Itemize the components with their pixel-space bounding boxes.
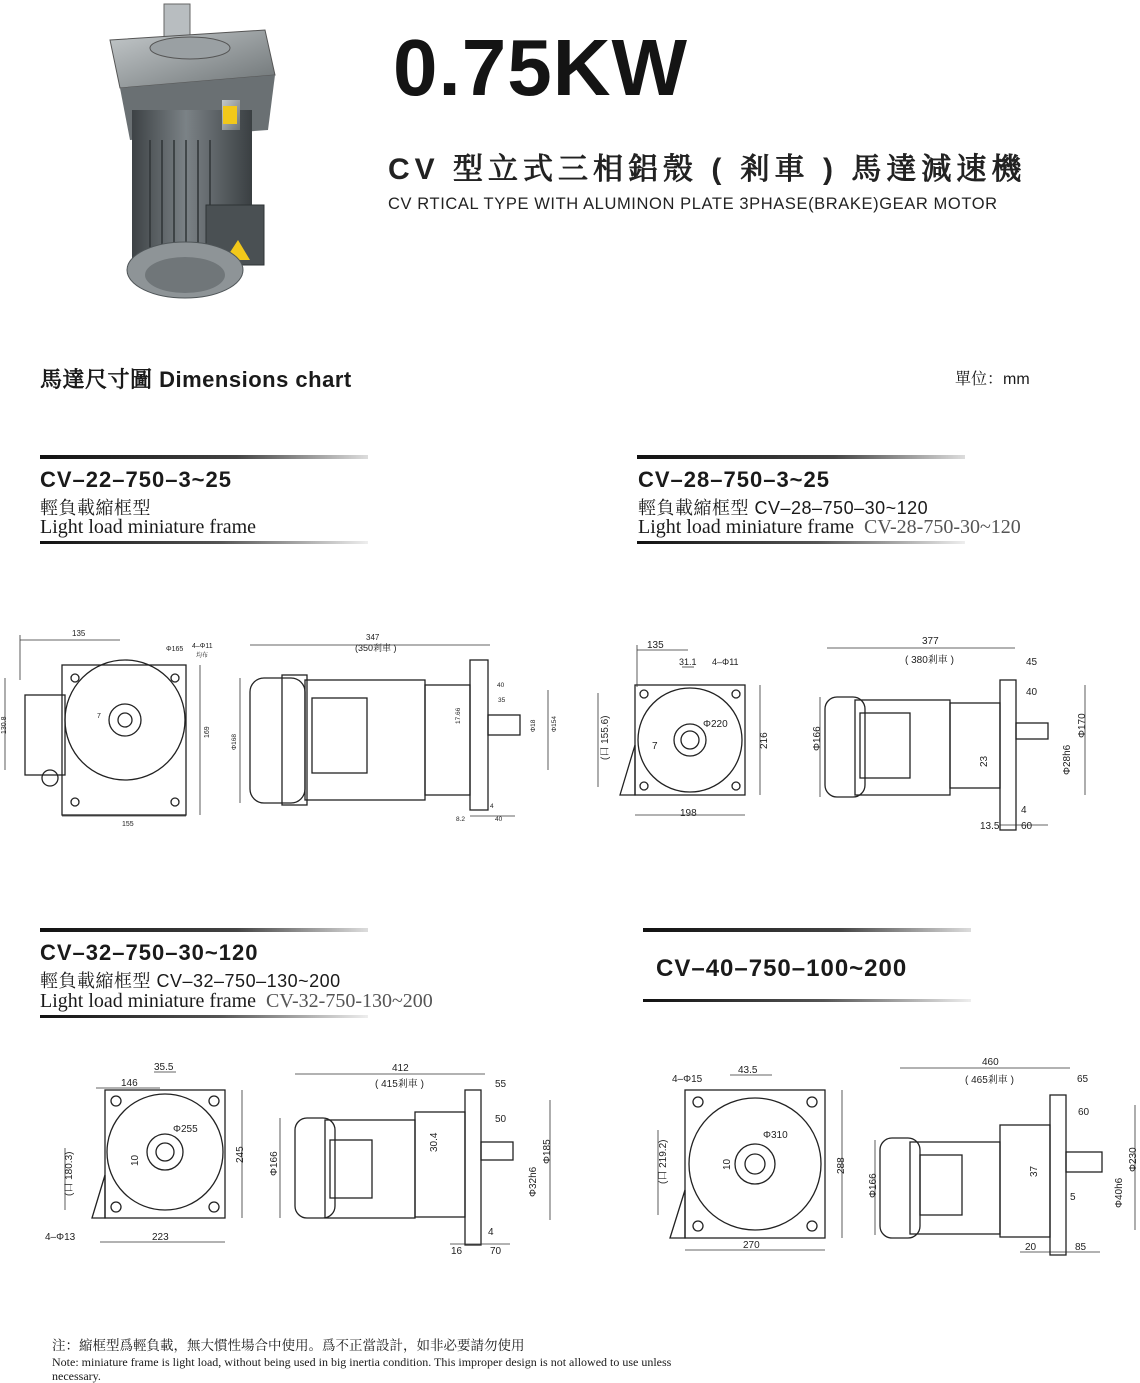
cv32-front-square: (口 180.3) xyxy=(64,1151,75,1196)
model-1-rule-top xyxy=(40,455,368,459)
cv28-front-height: 216 xyxy=(759,732,770,749)
cv32-front-height: 245 xyxy=(235,1146,246,1163)
cv32-side-a: 55 xyxy=(495,1079,507,1090)
model-3-zh: 輕負載縮框型 CV–32–750–130~200 xyxy=(40,971,341,991)
cv22-side-a: 40 xyxy=(497,682,505,689)
model-1-zh: 輕負載縮框型 xyxy=(40,498,151,518)
cv40-front-key: 10 xyxy=(722,1158,733,1170)
cv22-side-length: 347 xyxy=(366,633,380,642)
cv32-side-view xyxy=(280,1074,550,1245)
cv32-side-c: Φ166 xyxy=(269,1151,280,1176)
cv28-side-length-brake: ( 380剎車 ) xyxy=(905,655,954,666)
cv28-front-bolt: 4–Φ11 xyxy=(712,657,739,667)
cv32-side-g: 4 xyxy=(488,1227,494,1238)
cv28-front-bottom: 198 xyxy=(680,808,697,819)
cv28-front-bc: Φ220 xyxy=(703,719,728,730)
cv32-front-width: 146 xyxy=(121,1078,138,1089)
cv40-side-e: Φ230 xyxy=(1128,1147,1139,1172)
model-1-rule-bottom xyxy=(40,541,368,544)
model-2-en: Light load miniature frame CV-28-750-30~120 xyxy=(638,516,1021,538)
cv28-side-view xyxy=(820,648,1085,830)
cv28-front-offset: 31.1 xyxy=(679,657,697,667)
cv22-front-key: 7 xyxy=(97,713,101,720)
cv22-side-f: Φ168 xyxy=(231,733,238,750)
cv22-front-bolt-sub: 均布 xyxy=(196,653,209,659)
cv32-side-i: 70 xyxy=(490,1246,502,1257)
model-4-rule-bottom xyxy=(643,999,971,1002)
cv28-side-c: Φ166 xyxy=(812,726,823,751)
cv28-side-f: Φ28h6 xyxy=(1062,744,1073,775)
cv28-front-square: (口 155.6) xyxy=(600,715,611,760)
cv22-side-i: 40 xyxy=(495,816,503,823)
cv28-front-key: 7 xyxy=(652,741,658,752)
motor-photo xyxy=(90,0,280,310)
cv22-front-side: 130.8 xyxy=(1,716,8,734)
power-rating: 0.75KW xyxy=(393,23,688,112)
model-3-rule-bottom xyxy=(40,1015,368,1018)
model-3-rule-top xyxy=(40,928,368,932)
cv40-front-offset: 43.5 xyxy=(738,1065,758,1076)
cv28-side-a: 45 xyxy=(1026,657,1038,668)
cv40-front-bottom: 270 xyxy=(743,1240,760,1251)
cv32-front-bolt: 4–Φ13 xyxy=(45,1232,76,1243)
cv28-front-width: 135 xyxy=(647,640,664,651)
cv40-side-i: 85 xyxy=(1075,1242,1087,1253)
cv22-side-g: 4 xyxy=(490,803,494,810)
cv40-side-length: 460 xyxy=(982,1057,999,1068)
cv40-front-view xyxy=(658,1075,842,1250)
product-title-en: CV RTICAL TYPE WITH ALUMINON PLATE 3PHASE(BRAKE)GEAR MOTOR xyxy=(388,195,998,213)
model-2-code: CV–28–750–3~25 xyxy=(638,467,830,492)
cv40-front-square: (口 219.2) xyxy=(658,1139,669,1184)
cv28-side-length: 377 xyxy=(922,636,939,647)
cv28-side-e: Φ170 xyxy=(1077,713,1088,738)
cv28-side-d: 23 xyxy=(979,755,990,767)
note-zh: 注：縮框型爲輕負載，無大慣性場合中使用。爲不正當設計，如非必要請勿使用 xyxy=(52,1338,525,1353)
cv22-front-height: 169 xyxy=(204,726,211,738)
cv22-side-c: 17.66 xyxy=(455,707,462,724)
cv28-side-h: 13.5 xyxy=(980,821,1000,832)
cv40-side-c: Φ166 xyxy=(868,1173,879,1198)
model-4-code: CV–40–750–100~200 xyxy=(656,955,908,982)
model-2-rule-bottom xyxy=(637,541,965,544)
cv32-side-b: 50 xyxy=(495,1114,507,1125)
cv28-side-i: 60 xyxy=(1021,821,1033,832)
product-title-zh: CV 型立式三相鋁殼 ( 剎車 ) 馬達減速機 xyxy=(388,153,1027,186)
drawing-cv32 xyxy=(30,1060,570,1260)
cv40-side-h: 20 xyxy=(1025,1242,1037,1253)
cv40-front-height: 288 xyxy=(836,1157,847,1174)
cv22-side-length-brake: (350剎車 ) xyxy=(355,643,397,653)
cv40-side-length-brake: ( 465剎車 ) xyxy=(965,1075,1014,1086)
cv22-front-bottom: 155 xyxy=(122,821,134,828)
cv40-side-f: Φ40h6 xyxy=(1114,1177,1125,1208)
cv40-front-bc: Φ310 xyxy=(763,1130,788,1141)
cv40-side-b: 60 xyxy=(1078,1107,1090,1118)
cv40-side-a: 65 xyxy=(1077,1074,1089,1085)
drawing-cv28 xyxy=(570,625,1110,840)
cv32-front-offset: 35.5 xyxy=(154,1062,174,1073)
cv22-front-width: 135 xyxy=(72,629,86,638)
cv40-side-view xyxy=(875,1068,1135,1255)
cv40-side-g: 5 xyxy=(1070,1192,1076,1203)
model-3-en: Light load miniature frame CV-32-750-130~200 xyxy=(40,990,433,1012)
cv32-front-bc: Φ255 xyxy=(173,1124,198,1135)
cv40-side-d: 37 xyxy=(1029,1165,1040,1177)
drawing-cv22 xyxy=(0,620,560,830)
cv22-side-e: Φ154 xyxy=(551,715,558,732)
cv22-side-view xyxy=(240,645,548,816)
cv22-front-bc: Φ165 xyxy=(166,646,184,653)
cv28-front-view xyxy=(598,645,760,815)
unit-label: 單位：mm xyxy=(955,371,1030,388)
model-2-zh: 輕負載縮框型 CV–28–750–30~120 xyxy=(638,498,929,518)
cv28-side-g: 4 xyxy=(1021,805,1027,816)
model-1-en: Light load miniature frame xyxy=(40,516,257,538)
cv32-side-f: Φ32h6 xyxy=(528,1166,539,1197)
cv22-side-d: Φ18 xyxy=(530,719,537,732)
cv32-front-view xyxy=(65,1072,242,1242)
cv22-front-view xyxy=(5,635,200,816)
cv32-front-bottom: 223 xyxy=(152,1232,169,1243)
model-3-code: CV–32–750–30~120 xyxy=(40,940,259,965)
dimensions-chart-title: 馬達尺寸圖 Dimensions chart xyxy=(40,367,352,392)
model-1-code: CV–22–750–3~25 xyxy=(40,467,232,492)
cv32-front-key: 10 xyxy=(130,1154,141,1166)
cv28-side-b: 40 xyxy=(1026,687,1038,698)
model-2-rule-top xyxy=(637,455,965,459)
note-en: Note: miniature frame is light load, without being used in big inertia condition. This improper design is not allowed to use unless necessary. xyxy=(52,1355,672,1383)
drawing-cv40 xyxy=(620,1050,1140,1265)
cv22-side-h: 8.2 xyxy=(456,816,466,823)
cv22-side-b: 35 xyxy=(498,697,506,704)
model-4-rule-top xyxy=(643,928,971,932)
cv32-side-d: 30.4 xyxy=(429,1132,440,1152)
cv32-side-h: 16 xyxy=(451,1246,463,1257)
cv22-front-bolt: 4–Φ11 xyxy=(192,643,213,650)
cv32-side-e: Φ185 xyxy=(542,1139,553,1164)
cv40-front-bolt: 4–Φ15 xyxy=(672,1074,703,1085)
cv32-side-length-brake: ( 415剎車 ) xyxy=(375,1079,424,1090)
cv32-side-length: 412 xyxy=(392,1063,409,1074)
